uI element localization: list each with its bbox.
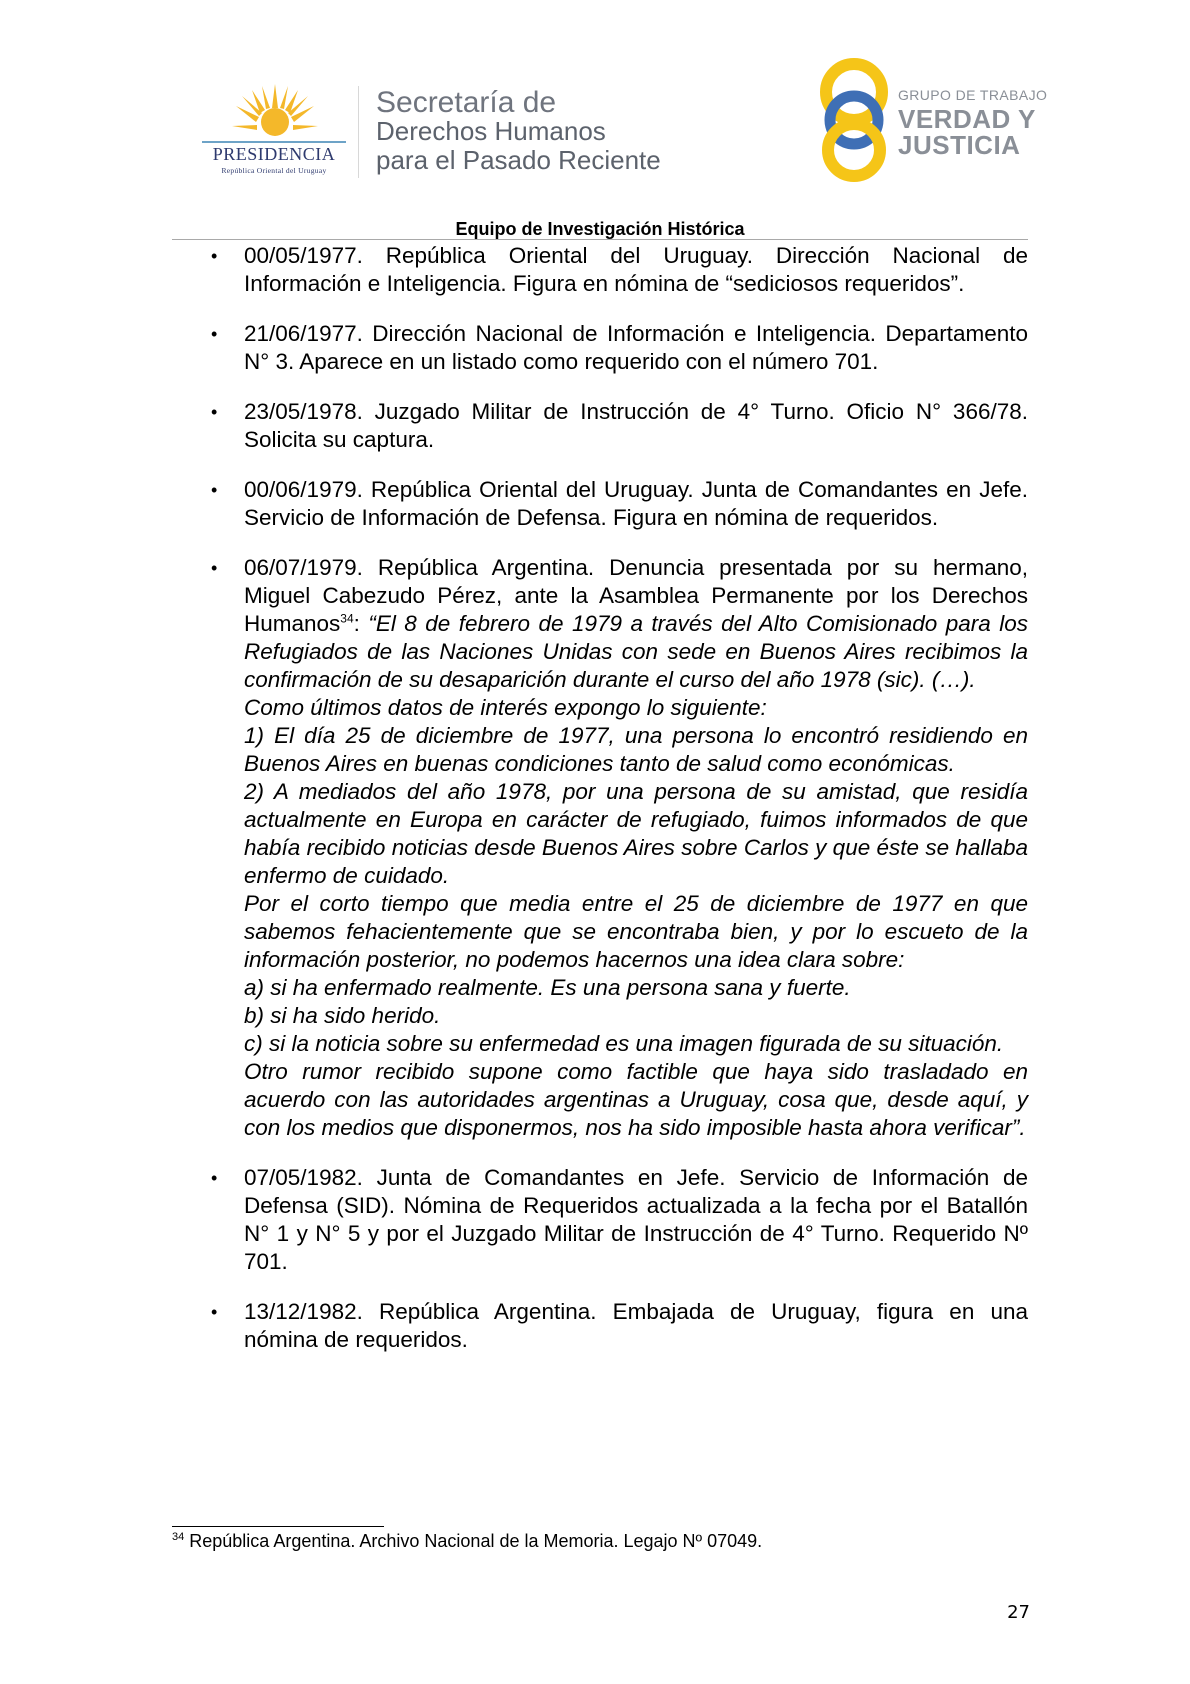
footnote (172, 1530, 762, 1552)
list-item (206, 476, 1028, 532)
verdad-justicia-wordmark (898, 88, 1047, 158)
presidencia-subtitle: República Oriental del Uruguay (221, 166, 327, 175)
quote-line: b) si ha sido herido. (244, 1003, 441, 1028)
header-rule (172, 239, 1028, 240)
team-heading: Equipo de Investigación Histórica (455, 219, 745, 239)
bullet-icon: • (211, 402, 218, 422)
bullet-icon: • (211, 324, 218, 344)
presidencia-logo (196, 82, 352, 178)
entry-text: 07/05/1982. Junta de Comandantes en Jefe. Servicio de Información de Defensa (SID). Nómina de Requeridos actualizada a la fecha por el Batallón N° 1 y N° 5 y por el Juzgado Militar de Instrucción de 4° Turno. Requerido Nº 701. (244, 1165, 1028, 1274)
footnote-ref: 34 (340, 611, 354, 626)
footnote-rule (172, 1526, 384, 1527)
header-divider (358, 86, 359, 178)
entry-text: 23/05/1978. Juzgado Militar de Instrucción de 4° Turno. Oficio N° 366/78. Solicita su captura. (244, 399, 1028, 452)
bullet-icon: • (211, 1168, 218, 1188)
quote-line: Otro rumor recibido supone como factible que haya sido trasladado en acuerdo con las autoridades argentinas a Uruguay, cosa que, desde aquí, y con los medios que disponermos, nos ha sido imposible hasta ahora verificar”. (244, 1059, 1028, 1140)
secretaria-title (376, 88, 661, 175)
quote-line: Como últimos datos de interés expongo lo siguiente: (244, 695, 767, 720)
secretaria-line-3: para el Pasado Reciente (376, 145, 661, 175)
gtvj-line-1: GRUPO DE TRABAJO (898, 87, 1048, 103)
presidencia-rule (202, 141, 346, 143)
entry-intro: 06/07/1979. República Argentina. Denuncia presentada por su hermano, Miguel Cabezudo Pérez, ante la Asamblea Permanente por los Derechos Humanos (244, 555, 1028, 636)
gtvj-line-2: VERDAD Y (898, 104, 1036, 134)
bullet-icon: • (211, 480, 218, 500)
bullet-icon: • (211, 1302, 218, 1322)
quote-line: 1) El día 25 de diciembre de 1977, una persona lo encontró residiendo en Buenos Aires en buenas condiciones tanto de salud como económicas. (244, 723, 1028, 776)
gtvj-line-3: JUSTICIA (898, 130, 1021, 160)
entry-text (244, 554, 1028, 694)
footnote-number: 34 (172, 1531, 185, 1543)
entry-text: 21/06/1977. Dirección Nacional de Información e Inteligencia. Departamento N° 3. Aparece en un listado como requerido con el número 701. (244, 321, 1028, 374)
quote-line: 2) A mediados del año 1978, por una persona de su amistad, que residía actualmente en Europa en carácter de refugiado, fuimos informados de que había recibido noticias desde Buenos Aires sobre Carlos y que éste se hallaba enfermo de cuidado. (244, 779, 1028, 888)
secretaria-line-2: Derechos Humanos (376, 116, 606, 146)
list-item (206, 242, 1028, 298)
list-item (206, 398, 1028, 454)
entry-text: 00/05/1977. República Oriental del Uruguay. Dirección Nacional de Información e Inteligencia. Figura en nómina de “sediciosos requeridos”. (244, 243, 1028, 296)
footnote-text: República Argentina. Archivo Nacional de la Memoria. Legajo Nº 07049. (189, 1531, 763, 1551)
quote-line: Por el corto tiempo que media entre el 25 de diciembre de 1977 en que sabemos fehacientemente que se encontraba bien, y por lo escueto de la información posterior, no podemos hacernos una idea clara sobre: (244, 891, 1028, 972)
page-number: 27 (1007, 1602, 1030, 1623)
entry-colon: : (353, 611, 369, 636)
entry-text: 13/12/1982. República Argentina. Embajada de Uruguay, figura en una nómina de requeridos. (244, 1299, 1028, 1352)
quote-line: “El 8 de febrero de 1979 a través del Alto Comisionado para los Refugiados de las Naciones Unidas con sede en Buenos Aires recibimos la confirmación de su desaparición durante el curso del año 1978 (sic). (…). (244, 611, 1028, 692)
list-item (206, 320, 1028, 376)
list-item (206, 554, 1028, 1142)
bullet-icon: • (211, 558, 218, 578)
quote-line: c) si la noticia sobre su enfermedad es una imagen figurada de su situación. (244, 1031, 1004, 1056)
list-item (206, 1298, 1028, 1354)
bullet-icon: • (211, 246, 218, 266)
secretaria-line-1: Secretaría de (376, 86, 557, 119)
entry-list (206, 242, 1028, 1376)
list-item (206, 1164, 1028, 1276)
entry-text: 00/06/1979. República Oriental del Uruguay. Junta de Comandantes en Jefe. Servicio de Información de Defensa. Figura en nómina de requeridos. (244, 477, 1028, 530)
quote-line: a) si ha enfermado realmente. Es una persona sana y fuerte. (244, 975, 851, 1000)
presidencia-wordmark: PRESIDENCIA (212, 144, 336, 164)
